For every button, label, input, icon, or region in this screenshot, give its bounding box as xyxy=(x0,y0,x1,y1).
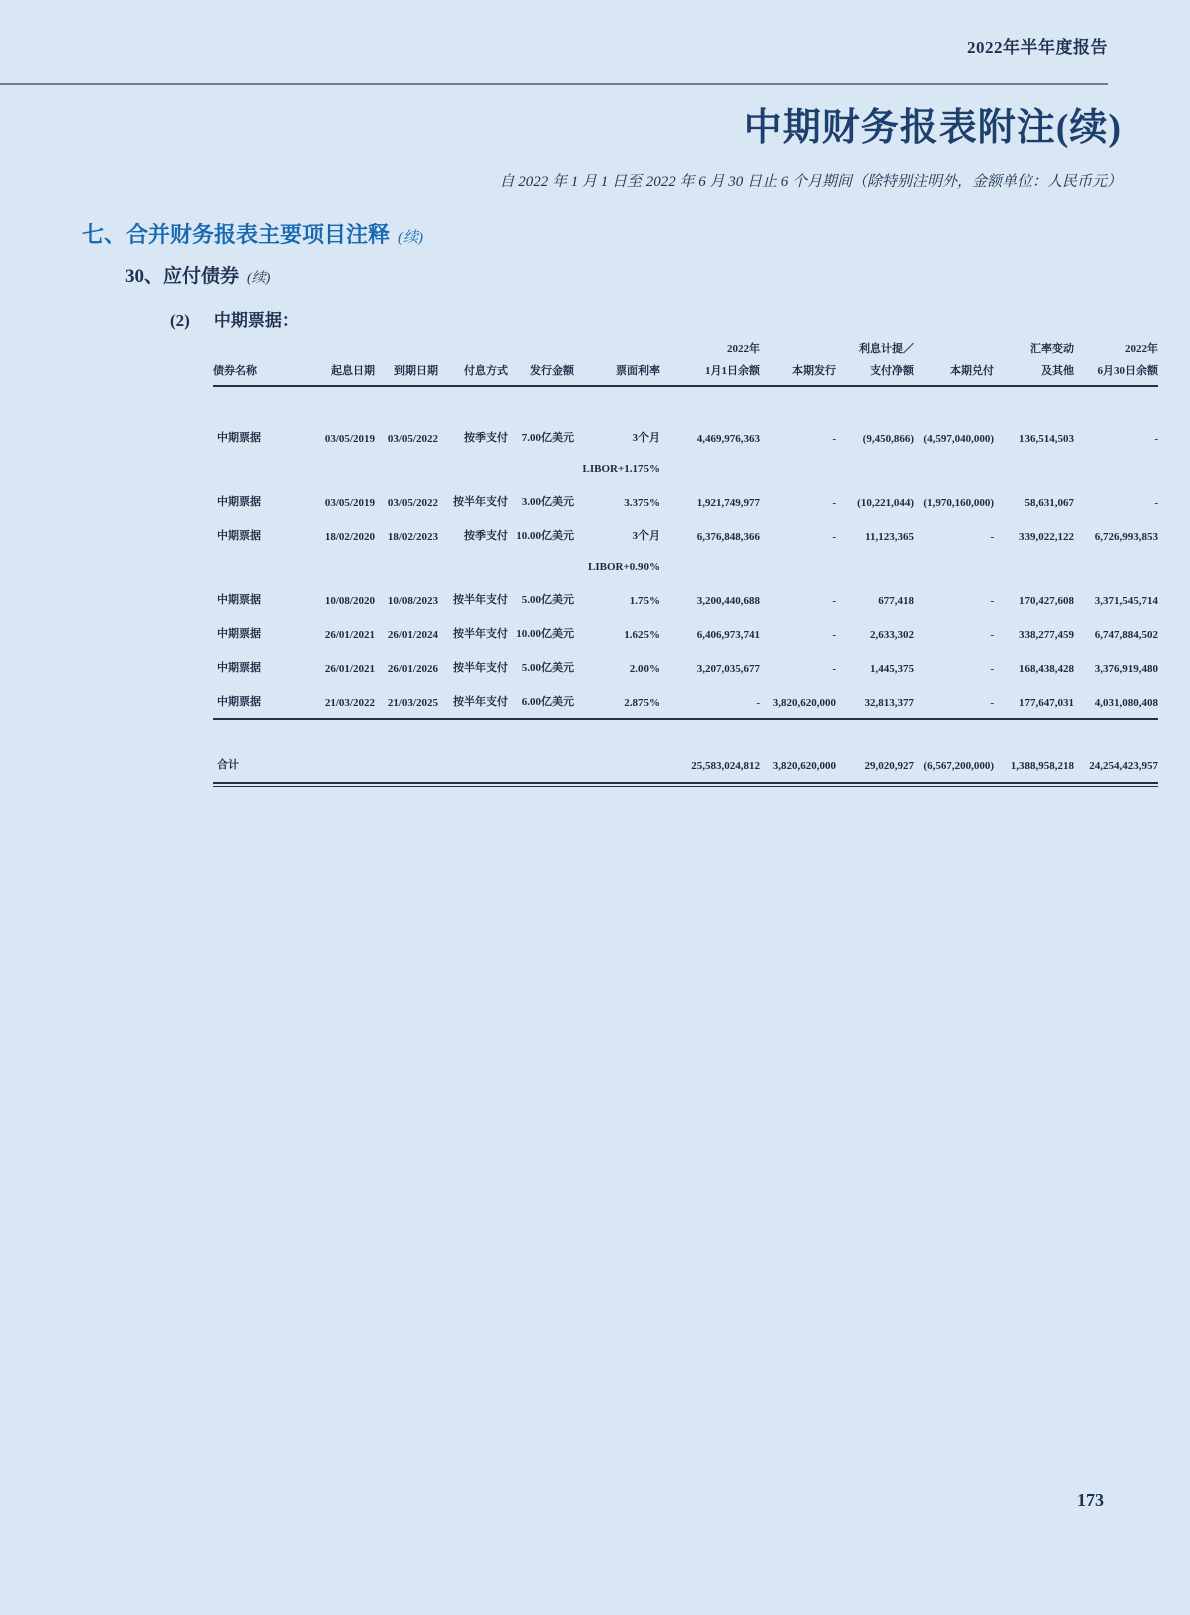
header-cell: 2022年 xyxy=(727,343,760,355)
bond-name-cell: 中期票据 xyxy=(217,432,261,444)
issue-amount-cell: 5.00亿美元 xyxy=(521,662,574,674)
start-date-cell: 21/03/2022 xyxy=(324,697,375,709)
closing-balance-cell: - xyxy=(1154,497,1158,509)
redeemed-cell: (4,597,040,000) xyxy=(923,433,994,445)
issue-amount-cell: 3.00亿美元 xyxy=(521,496,574,508)
header-cell xyxy=(508,340,574,362)
total-fx-other: 1,388,958,218 xyxy=(1010,760,1074,772)
header-cell-fx-other: 及其他 xyxy=(994,362,1074,386)
header-cell-closing-balance: 6月30日余额 xyxy=(1074,362,1158,386)
closing-balance-cell: 4,031,080,408 xyxy=(1094,697,1158,709)
section-heading-level2 xyxy=(125,261,270,288)
fx-other-cell: 168,438,428 xyxy=(1019,663,1074,675)
payment-method-cell: 按半年支付 xyxy=(453,628,508,640)
issued-period-cell: - xyxy=(832,433,836,445)
maturity-date-cell: 03/05/2022 xyxy=(387,497,438,509)
issued-period-cell: 3,820,620,000 xyxy=(772,697,836,709)
header-cell xyxy=(760,340,836,362)
fx-other-cell: 136,514,503 xyxy=(1019,433,1074,445)
start-date-cell: 26/01/2021 xyxy=(324,663,375,675)
bond-name-cell: 中期票据 xyxy=(217,696,261,708)
table-header-row-1 xyxy=(213,340,1158,362)
header-rule xyxy=(0,83,1108,85)
redeemed-cell: - xyxy=(990,663,994,675)
page-title: 中期财务报表附注(续) xyxy=(743,107,1122,149)
total-row xyxy=(213,752,1158,783)
coupon-rate-cell: 3个月 xyxy=(632,530,660,542)
header-cell xyxy=(213,340,285,362)
issued-period-cell: - xyxy=(832,663,836,675)
section-heading-continued: (续) xyxy=(398,230,424,246)
redeemed-cell: - xyxy=(990,697,994,709)
redeemed-cell: - xyxy=(990,531,994,543)
closing-balance-cell: 3,376,919,480 xyxy=(1094,663,1158,675)
fx-other-cell: 170,427,608 xyxy=(1019,595,1074,607)
header-cell xyxy=(574,340,660,362)
maturity-date-cell: 21/03/2025 xyxy=(387,697,438,709)
coupon-rate-cell: 3.375% xyxy=(624,497,660,509)
table-row xyxy=(213,386,1158,454)
header-cell xyxy=(285,340,375,362)
table-row xyxy=(213,684,1158,719)
bond-name-cell: 中期票据 xyxy=(217,594,261,606)
issued-period-cell: - xyxy=(832,497,836,509)
issue-amount-cell: 7.00亿美元 xyxy=(521,432,574,444)
closing-balance-cell: 6,726,993,853 xyxy=(1094,531,1158,543)
payment-method-cell: 按半年支付 xyxy=(453,496,508,508)
section-heading-level1 xyxy=(82,218,423,249)
table-body xyxy=(213,386,1158,719)
opening-balance-cell: 3,200,440,688 xyxy=(696,595,760,607)
table-row xyxy=(213,518,1158,552)
table-header xyxy=(213,340,1158,386)
coupon-rate-cell: 1.75% xyxy=(629,595,660,607)
payment-method-cell: 按季支付 xyxy=(464,432,508,444)
start-date-cell: 18/02/2020 xyxy=(324,531,375,543)
total-net-payment: 29,020,927 xyxy=(864,760,914,772)
issue-amount-cell: 10.00亿美元 xyxy=(516,530,574,542)
opening-balance-cell: 6,376,848,366 xyxy=(696,531,760,543)
header-cell-redeemed: 本期兑付 xyxy=(914,362,994,386)
fx-other-cell: 338,277,459 xyxy=(1019,629,1074,641)
item-number: (2) xyxy=(170,311,190,330)
header-cell-maturity-date: 到期日期 xyxy=(375,362,438,386)
coupon-rate-cell: 2.00% xyxy=(629,663,660,675)
redeemed-cell: (1,970,160,000) xyxy=(923,497,994,509)
header-cell xyxy=(375,340,438,362)
opening-balance-cell: 6,406,973,741 xyxy=(696,629,760,641)
payment-method-cell: 按半年支付 xyxy=(453,662,508,674)
header-cell-bond-name: 债券名称 xyxy=(213,362,285,386)
start-date-cell: 10/08/2020 xyxy=(324,595,375,607)
table-mid-rule xyxy=(213,719,1158,752)
section-heading-text: 七、合并财务报表主要项目注释 xyxy=(82,222,391,247)
total-issued: 3,820,620,000 xyxy=(772,760,836,772)
bond-name-cell: 中期票据 xyxy=(217,662,261,674)
fx-other-cell: 339,022,122 xyxy=(1019,531,1074,543)
header-cell-payment-method: 付息方式 xyxy=(438,362,508,386)
bond-name-cell: 中期票据 xyxy=(217,496,261,508)
total-opening-balance: 25,583,024,812 xyxy=(691,760,760,772)
header-cell xyxy=(914,340,994,362)
total-label: 合计 xyxy=(217,759,239,771)
table-header-row-2 xyxy=(213,362,1158,386)
rate-sub-row xyxy=(213,454,1158,484)
net-payment-cell: 1,445,375 xyxy=(870,663,914,675)
header-cell-opening-balance: 1月1日余额 xyxy=(660,362,760,386)
bond-name-cell: 中期票据 xyxy=(217,628,261,640)
item-title: 中期票据： xyxy=(213,311,299,330)
header-cell-issue-amount: 发行金额 xyxy=(508,362,574,386)
maturity-date-cell: 26/01/2026 xyxy=(387,663,438,675)
closing-balance-cell: 3,371,545,714 xyxy=(1094,595,1158,607)
fx-other-cell: 58,631,067 xyxy=(1024,497,1074,509)
table-total-section xyxy=(213,719,1158,787)
maturity-date-cell: 26/01/2024 xyxy=(387,629,438,641)
total-closing-balance: 24,254,423,957 xyxy=(1089,760,1158,772)
net-payment-cell: (9,450,866) xyxy=(862,433,914,445)
redeemed-cell: - xyxy=(990,629,994,641)
table-bottom-double-rule xyxy=(213,783,1158,787)
net-payment-cell: 11,123,365 xyxy=(865,531,914,543)
net-payment-cell: 2,633,302 xyxy=(870,629,914,641)
net-payment-cell: 32,813,377 xyxy=(864,697,914,709)
rate-line2-cell: LIBOR+0.90% xyxy=(588,561,660,573)
start-date-cell: 03/05/2019 xyxy=(324,497,375,509)
coupon-rate-cell: 3个月 xyxy=(632,432,660,444)
issue-amount-cell: 10.00亿美元 xyxy=(516,628,574,640)
medium-term-notes-table xyxy=(213,340,1158,787)
page-subtitle: 自 2022 年 1 月 1 日至 2022 年 6 月 30 日止 6 个月期间（除特别注明外，金额单位：人民币元） xyxy=(499,174,1122,190)
start-date-cell: 26/01/2021 xyxy=(324,629,375,641)
net-payment-cell: (10,221,044) xyxy=(857,497,914,509)
header-cell: 汇率变动 xyxy=(1030,343,1074,355)
payment-method-cell: 按半年支付 xyxy=(453,594,508,606)
header-cell: 2022年 xyxy=(1125,343,1158,355)
maturity-date-cell: 10/08/2023 xyxy=(387,595,438,607)
table-row xyxy=(213,650,1158,684)
maturity-date-cell: 18/02/2023 xyxy=(387,531,438,543)
issue-amount-cell: 5.00亿美元 xyxy=(521,594,574,606)
opening-balance-cell: 1,921,749,977 xyxy=(696,497,760,509)
header-cell-net-payment: 支付净额 xyxy=(836,362,914,386)
issued-period-cell: - xyxy=(832,629,836,641)
subsection-heading-text: 30、应付债券 xyxy=(125,266,240,287)
payment-method-cell: 按半年支付 xyxy=(453,696,508,708)
header-cell-issued-period: 本期发行 xyxy=(760,362,836,386)
page-number: 173 xyxy=(1077,1490,1104,1510)
rate-sub-row xyxy=(213,552,1158,582)
coupon-rate-cell: 2.875% xyxy=(624,697,660,709)
fx-other-cell: 177,647,031 xyxy=(1019,697,1074,709)
opening-balance-cell: - xyxy=(756,697,760,709)
net-payment-cell: 677,418 xyxy=(878,595,914,607)
header-cell-coupon-rate: 票面利率 xyxy=(574,362,660,386)
section-heading-level3 xyxy=(170,306,299,331)
start-date-cell: 03/05/2019 xyxy=(324,433,375,445)
report-edition-label: 2022年半年度报告 xyxy=(967,38,1108,57)
payment-method-cell: 按季支付 xyxy=(464,530,508,542)
issue-amount-cell: 6.00亿美元 xyxy=(521,696,574,708)
issued-period-cell: - xyxy=(832,595,836,607)
closing-balance-cell: 6,747,884,502 xyxy=(1094,629,1158,641)
header-cell xyxy=(438,340,508,362)
total-redeemed: (6,567,200,000) xyxy=(923,760,994,772)
table-row xyxy=(213,582,1158,616)
bond-name-cell: 中期票据 xyxy=(217,530,261,542)
subsection-heading-continued: (续) xyxy=(247,271,271,286)
opening-balance-cell: 4,469,976,363 xyxy=(696,433,760,445)
header-cell-start-date: 起息日期 xyxy=(285,362,375,386)
issued-period-cell: - xyxy=(832,531,836,543)
opening-balance-cell: 3,207,035,677 xyxy=(696,663,760,675)
table-row xyxy=(213,616,1158,650)
header-cell: 利息计提／ xyxy=(859,343,914,355)
redeemed-cell: - xyxy=(990,595,994,607)
maturity-date-cell: 03/05/2022 xyxy=(387,433,438,445)
closing-balance-cell: - xyxy=(1154,433,1158,445)
coupon-rate-cell: 1.625% xyxy=(624,629,660,641)
rate-line2-cell: LIBOR+1.175% xyxy=(582,463,660,475)
table-row xyxy=(213,484,1158,518)
